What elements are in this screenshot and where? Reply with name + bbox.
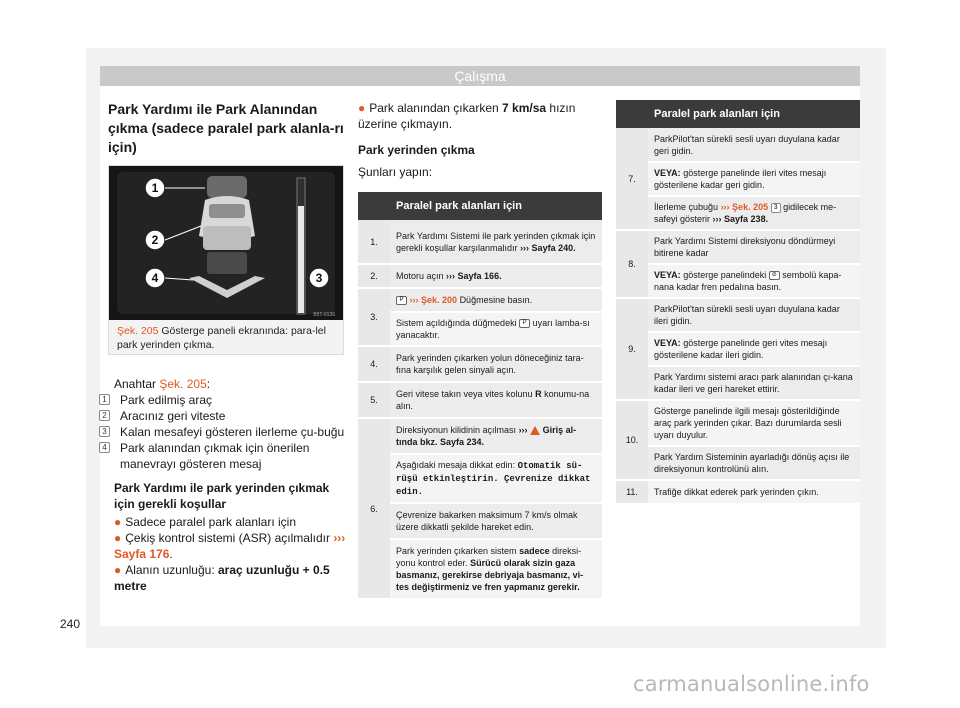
table-row: 3. P ››› Şek. 200 Düğmesine basın.: [358, 288, 602, 312]
svg-text:3: 3: [315, 271, 323, 285]
table-row: İlerleme çubuğu ››› Şek. 205 3 gidilecek me-safeyi gösterir ››› Sayfa 238.: [616, 196, 860, 230]
row7-ref-link[interactable]: ››› Şek. 205: [720, 202, 769, 212]
exit-subhead: Park yerinden çıkma: [358, 143, 475, 157]
steps-table-middle: [358, 192, 602, 600]
table-header-row: [358, 192, 602, 220]
figure-code: B5T-0136: [313, 312, 335, 318]
caption-text: Gösterge paneli ekranında: para-lel park yerinden çıkma.: [117, 325, 326, 351]
table-row: VEYA: gösterge panelinde ileri vites mesajı gösterilene kadar geri gidin.: [616, 162, 860, 196]
bullet-3: ● Alanın uzunluğu: araç uzunluğu + 0.5 metre: [114, 563, 330, 593]
svg-text:4: 4: [151, 271, 159, 285]
conditions-title: Park Yardımı ile park yerinden çıkmak için gerekli koşullar: [114, 481, 330, 511]
svg-text:2: 2: [151, 233, 159, 247]
row6-ref-link[interactable]: Giriş al-tında bkz. Sayfa 234.: [396, 425, 577, 447]
table-row: 11. Trafiğe dikkat ederek park yerinden çıkın.: [616, 480, 860, 504]
table-row: Park yerinden çıkarken sistem sadece direksi-yonu kontrol eder. Sürücü olarak sizin gaza basmanız, gerekirse debriyaja basmanız, vi-tes değiştirmeniz ve fren yapmanız gerekir.: [358, 539, 602, 599]
parking-lamp-icon: P: [519, 319, 530, 328]
table-row: 2. Motoru açın ››› Sayfa 166.: [358, 264, 602, 288]
figure-caption: [117, 324, 339, 352]
left-column: [108, 100, 344, 166]
callout-3: [309, 268, 329, 288]
table-row: Çevrenize bakarken maksimum 7 km/s olmak üzere dikkatli şekilde hareket edin.: [358, 503, 602, 539]
warning-icon: [530, 426, 540, 435]
table-row: Park Yardımı sistemi aracı park alanından çı-kana kadar ileri ve geri hareket ettirir.: [616, 366, 860, 400]
table-row: 8. Park Yardımı Sistemi direksiyonu döndürmeyi bitirene kadar: [616, 230, 860, 264]
table-row: VEYA: gösterge panelinde geri vites mesajı gösterilene kadar ileri gidin.: [616, 332, 860, 366]
table-row: 6. Direksiyonun kilidinin açılması ››› Giriş al-tında bkz. Sayfa 234.: [358, 418, 602, 454]
row3-ref-link[interactable]: ››› Şek. 200: [409, 295, 458, 305]
table-row: 7. ParkPilot'tan sürekli sesli uyarı duyulana kadar geri gidin.: [616, 128, 860, 162]
middle-column: [358, 100, 602, 180]
table-row: VEYA: gösterge panelindeki ⊘ sembolü kapa-nana kadar fren pedalına basın.: [616, 264, 860, 298]
row7-page-ref-link[interactable]: ››› Sayfa 238.: [712, 214, 769, 224]
page-number: 240: [60, 617, 81, 631]
table-row: Sistem açıldığında düğmedeki P uyarı lamba-sı yanacaktır.: [358, 312, 602, 346]
watermark: carmanualsonline.info: [633, 672, 870, 696]
section-title: Park Yardımı ile Park Alanından çıkma (sadece paralel park alanla-rı için): [108, 101, 344, 155]
speed-warning-bullet: ● Park alanından çıkarken 7 km/sa hızın üzerine çıkmayın.: [358, 101, 576, 131]
legend-item-1: 1 Park edilmiş araç: [114, 392, 346, 408]
steps-table-right: [616, 100, 860, 505]
legend-item-3: 3 Kalan mesafeyi gösteren ilerleme çu-buğu: [114, 424, 346, 440]
table-row: 9. ParkPilot'tan sürekli sesli uyarı duyulana kadar ileri gidin.: [616, 298, 860, 332]
legend-ref-link[interactable]: Şek. 205: [159, 377, 207, 391]
parking-button-icon: P: [396, 296, 407, 305]
legend-intro: Anahtar Şek. 205:: [114, 377, 211, 391]
table-header-row: [616, 100, 860, 128]
parked-car-icon: [207, 176, 247, 198]
table-row: 4. Park yerinden çıkarken yolun döneceğiniz tara-fına karşılık gelen sinyali açın.: [358, 346, 602, 382]
row2-ref-link[interactable]: ››› Sayfa 166.: [446, 271, 502, 281]
table-row: Aşağıdaki mesaja dikkat edin: Otomatik sü-rüşü etkinleştirin. Çevrenize dikkat edin.: [358, 454, 602, 503]
table-row: 1. Park Yardımı Sistemi ile park yerinden çıkmak için gerekli koşullar karşılanmalıdır ››› Sayfa 240.: [358, 220, 602, 264]
table-header: Paralel park alanları için: [648, 100, 860, 128]
bullet-2-ref-link[interactable]: ››› Sayfa 176: [114, 531, 346, 561]
legend-item-4: 4 Park alanından çıkmak için önerilen manevrayı gösteren mesaj: [114, 440, 346, 472]
table-row: Park Yardım Sisteminin ayarladığı dönüş açısı ile direksiyonun kontrolünü alın.: [616, 446, 860, 480]
table-header: Paralel park alanları için: [390, 192, 602, 220]
bullet-2: ● Çekiş kontrol sistemi (ASR) açılmalıdır ››› Sayfa 176.: [114, 531, 346, 561]
bullet-1: ● Sadece paralel park alanları için: [114, 515, 297, 529]
steps-intro: Şunları yapın:: [358, 165, 433, 179]
caption-ref[interactable]: Şek. 205: [117, 325, 159, 337]
table-row: 10. Gösterge panelinde ilgili mesajı gösterildiğinde araç park yerinden çıkar. Bazı durumlarda sesli uyarı duyulur.: [616, 400, 860, 446]
steering-icon: ⊘: [769, 271, 780, 280]
legend-item-2: 2 Aracınız geri viteste: [114, 408, 346, 424]
svg-text:1: 1: [151, 181, 159, 195]
table-row: 5. Geri vitese takın veya vites kolunu R konumu-na alın.: [358, 382, 602, 418]
row1-ref-link[interactable]: ››› Sayfa 240.: [520, 242, 576, 253]
chapter-header: Çalışma: [100, 66, 860, 86]
figure-legend: [102, 376, 346, 594]
figure-205: [108, 165, 344, 355]
dashboard-display-illustration: [109, 166, 343, 320]
